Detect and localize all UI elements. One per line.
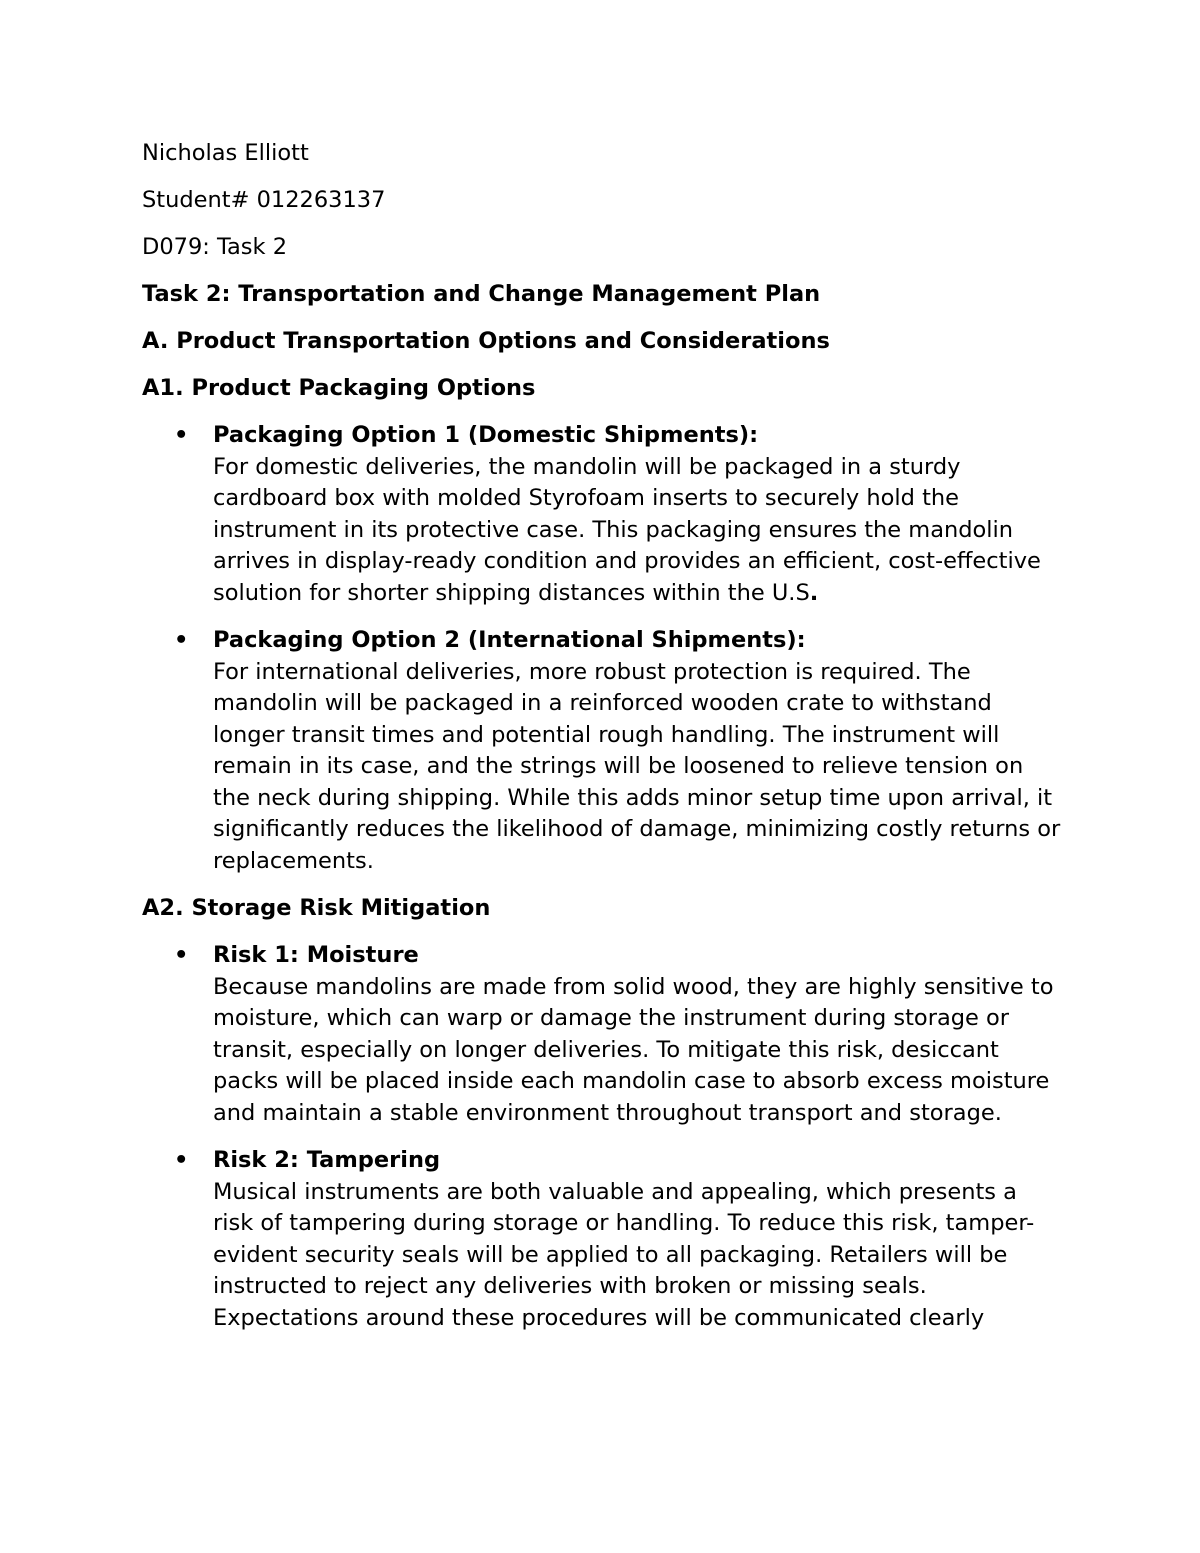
risk-2-body: Musical instruments are both valuable and appealing, which presents a risk of tampering during storage or handling. To reduce this risk, tamper-evident security seals will be applied to all packaging. Retailers will be instructed to reject any deliveries with broken or missing seals. Expectations around these procedures will be communicated clearly: [213, 1178, 1035, 1331]
packaging-option-2-title: Packaging Option 2 (International Shipments):: [213, 627, 806, 653]
list-item-packaging-option-2: [142, 625, 1062, 877]
section-a-heading: A. Product Transportation Options and Considerations: [142, 328, 830, 354]
bullet-icon: •: [174, 942, 189, 968]
packaging-options-list: [142, 420, 1062, 877]
section-a2-heading: A2. Storage Risk Mitigation: [142, 895, 491, 921]
list-item-packaging-option-1: [142, 420, 1062, 609]
bullet-icon: •: [174, 1147, 189, 1173]
author-name: Nicholas Elliott: [142, 140, 309, 166]
section-a1-heading: A1. Product Packaging Options: [142, 375, 536, 401]
risk-2-title: Risk 2: Tampering: [213, 1147, 441, 1173]
storage-risks-list: [142, 940, 1062, 1334]
list-item-risk-1: [142, 940, 1062, 1129]
packaging-option-1-period: .: [809, 579, 819, 606]
student-number: Student# 012263137: [142, 187, 386, 213]
bullet-icon: •: [174, 627, 189, 653]
packaging-option-1-text: For domestic deliveries, the mandolin will be packaged in a sturdy cardboard box with molded Styrofoam inserts to securely hold the instrument in its protective case. This packaging ensures the mandolin arrives in display-ready condition and provides an efficient, cost-effective solution for shorter shipping distances within the U.S: [213, 453, 1041, 606]
risk-1-body: Because mandolins are made from solid wood, they are highly sensitive to moisture, which can warp or damage the instrument during storage or transit, especially on longer deliveries. To mitigate this risk, desiccant packs will be placed inside each mandolin case to absorb excess moisture and maintain a stable environment throughout transport and storage.: [213, 973, 1054, 1126]
list-item-risk-2: [142, 1145, 1062, 1334]
document-content: [142, 138, 1062, 1350]
bullet-icon: •: [174, 422, 189, 448]
document-title: Task 2: Transportation and Change Management Plan: [142, 281, 821, 307]
packaging-option-2-body: For international deliveries, more robust protection is required. The mandolin will be packaged in a reinforced wooden crate to withstand longer transit times and potential rough handling. The instrument will remain in its case, and the strings will be loosened to relieve tension on the neck during shipping. While this adds minor setup time upon arrival, it significantly reduces the likelihood of damage, minimizing costly returns or replacements.: [213, 658, 1061, 874]
course-label: D079: Task 2: [142, 234, 288, 260]
risk-1-title: Risk 1: Moisture: [213, 942, 419, 968]
packaging-option-1-body: [213, 452, 1062, 610]
packaging-option-1-title: Packaging Option 1 (Domestic Shipments):: [213, 422, 759, 448]
